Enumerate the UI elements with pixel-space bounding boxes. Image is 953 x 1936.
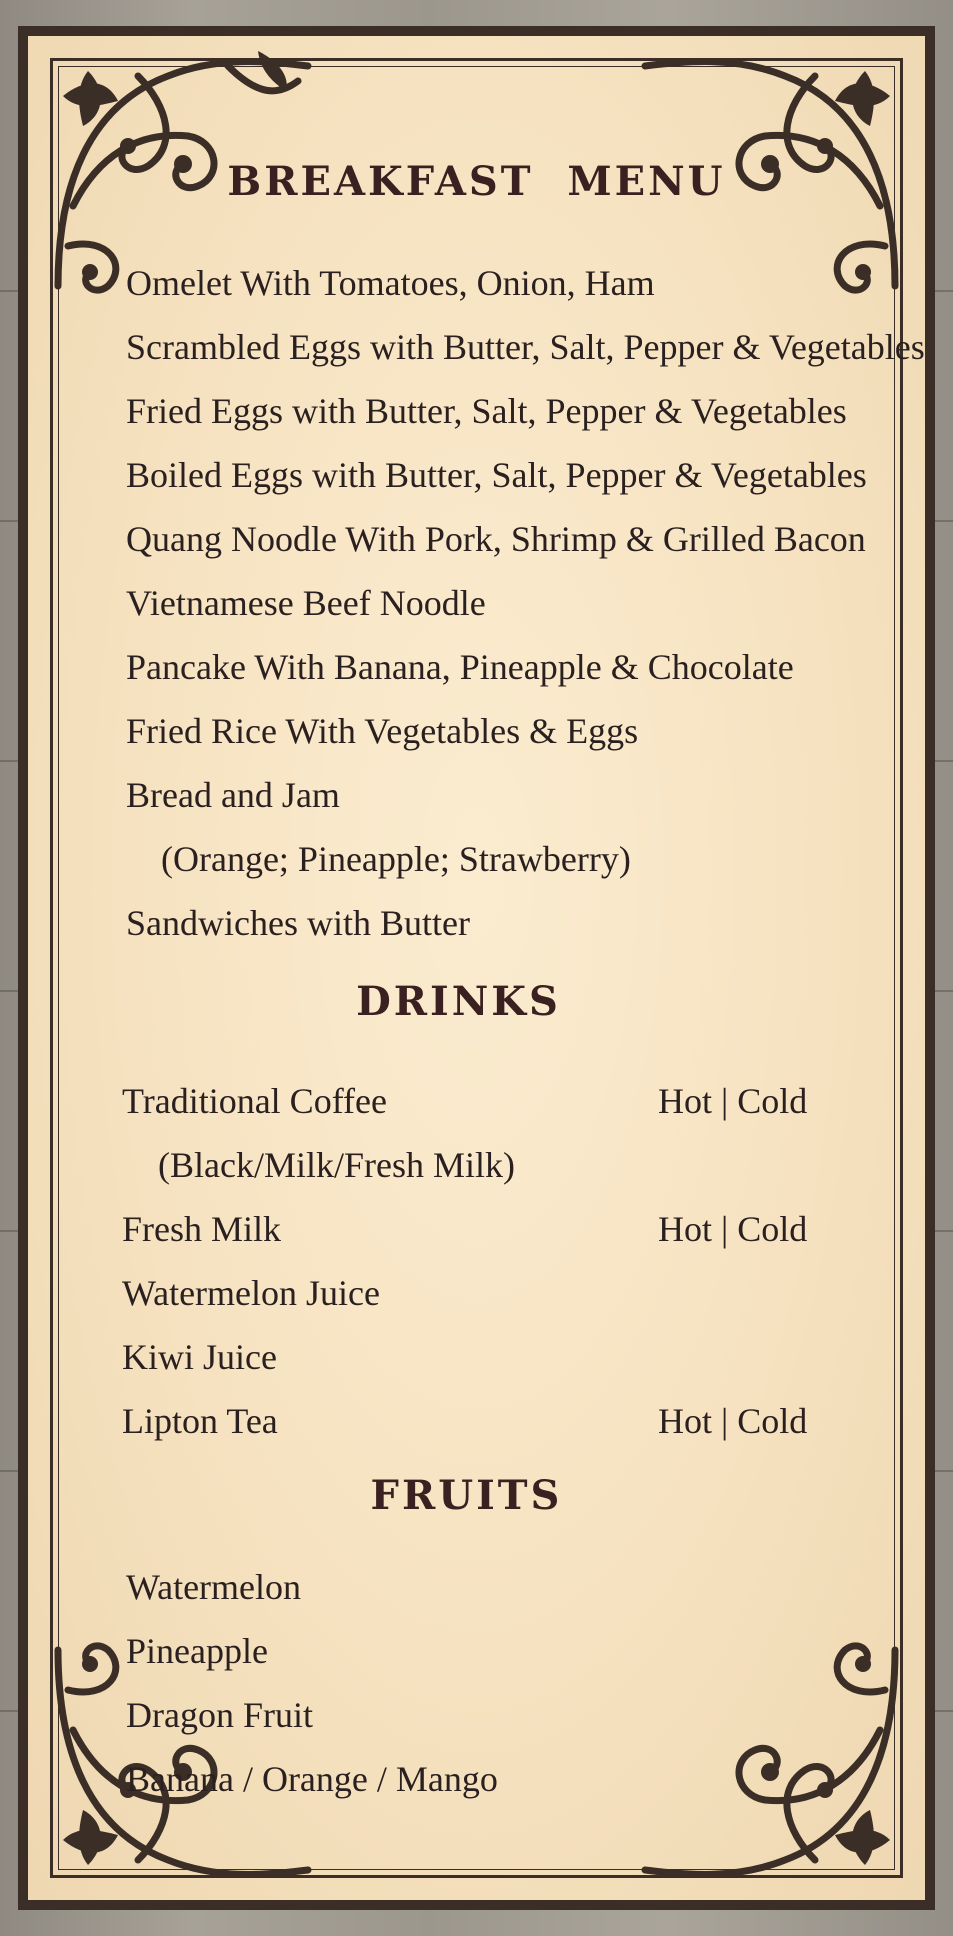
breakfast-item: Vietnamese Beef Noodle xyxy=(126,583,486,623)
breakfast-item: Quang Noodle With Pork, Shrimp & Grilled Bacon xyxy=(126,519,866,559)
drink-item-note: (Black/Milk/Fresh Milk) xyxy=(158,1145,515,1185)
drink-item: Kiwi Juice xyxy=(122,1337,277,1377)
fruit-item: Dragon Fruit xyxy=(126,1695,313,1735)
drinks-heading: DRINKS xyxy=(356,978,561,1025)
fruit-item: Banana / Orange / Mango xyxy=(126,1759,498,1799)
breakfast-item: Fried Eggs with Butter, Salt, Pepper & Vegetables xyxy=(126,391,847,431)
drink-temp-option: Hot | Cold xyxy=(658,1209,808,1249)
breakfast-item: Bread and Jam xyxy=(126,775,340,815)
breakfast-item: Fried Rice With Vegetables & Eggs xyxy=(126,711,639,751)
drink-temp-option: Hot | Cold xyxy=(658,1401,808,1441)
fruits-heading: FRUITS xyxy=(370,1472,563,1519)
fruit-item: Watermelon xyxy=(126,1567,302,1607)
breakfast-heading: BREAKFAST MENU xyxy=(227,158,726,205)
drink-temp-option: Hot | Cold xyxy=(658,1081,808,1121)
drink-item: Lipton Tea xyxy=(122,1401,278,1441)
menu-paper xyxy=(28,36,925,1900)
drink-item: Fresh Milk xyxy=(122,1209,282,1249)
flourish-corner-icon xyxy=(625,1600,925,1900)
drink-item: Watermelon Juice xyxy=(122,1273,380,1313)
drink-item: Traditional Coffee xyxy=(122,1081,387,1121)
menu-card xyxy=(18,26,935,1910)
breakfast-item: Sandwiches with Butter xyxy=(126,903,470,943)
breakfast-item: Pancake With Banana, Pineapple & Chocolate xyxy=(126,647,794,687)
fruit-item: Pineapple xyxy=(126,1631,268,1671)
breakfast-item-note: (Orange; Pineapple; Strawberry) xyxy=(161,839,631,879)
breakfast-item: Boiled Eggs with Butter, Salt, Pepper & Vegetables xyxy=(126,455,867,495)
breakfast-item: Omelet With Tomatoes, Onion, Ham xyxy=(126,263,655,303)
breakfast-item: Scrambled Eggs with Butter, Salt, Pepper & Vegetables xyxy=(126,327,925,367)
